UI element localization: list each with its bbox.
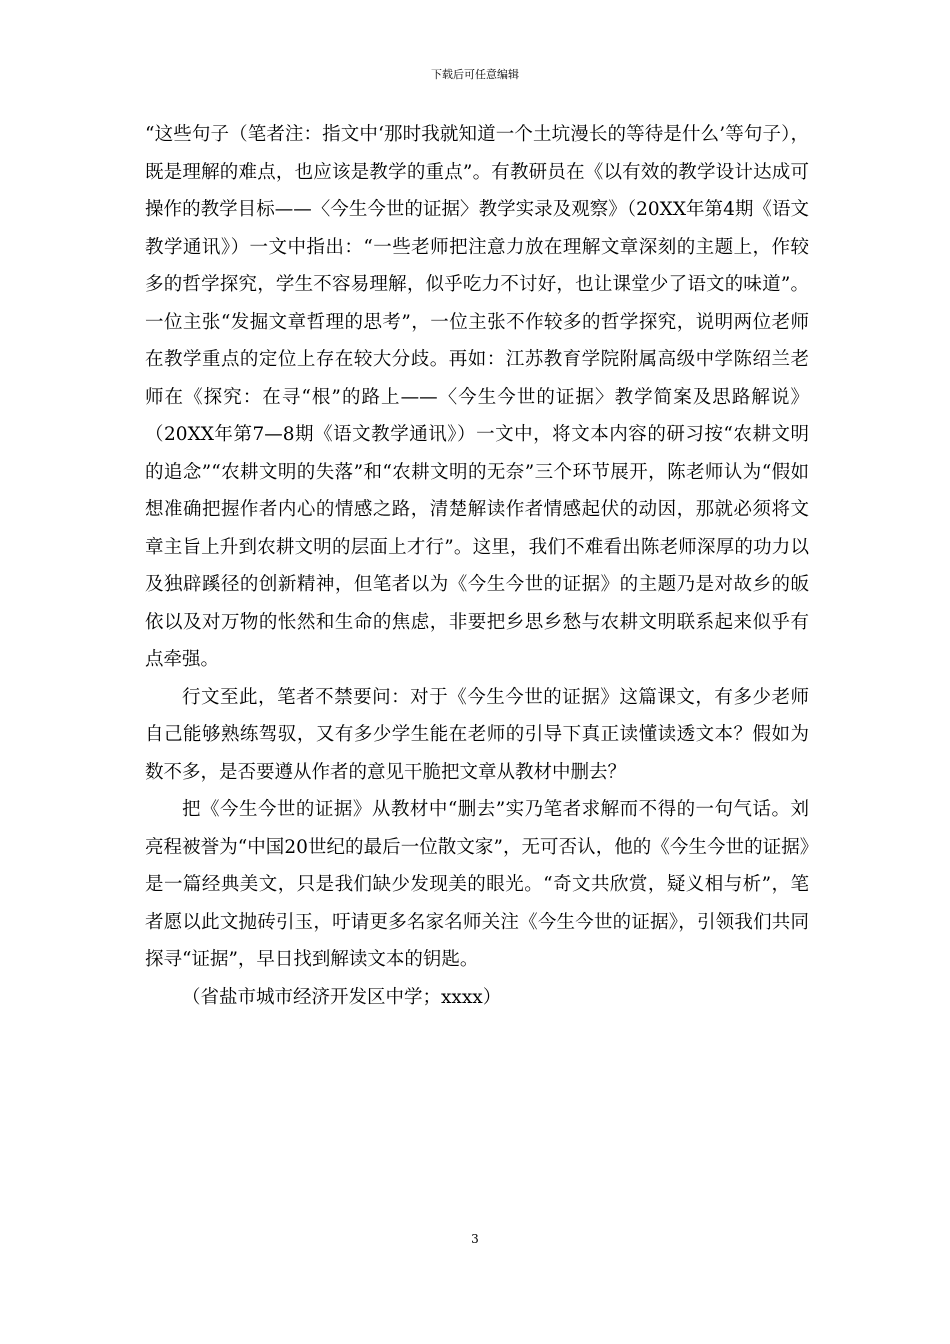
paragraph-2: 行文至此，笔者不禁要问：对于《今生今世的证据》这篇课文，有多少老师自己能够熟练驾驭，又有多少学生能在老师的引导下真正读懂读透文本？假如为数不多，是否要遵从作者的意见干脆把文章从教材中删去？ (145, 686, 809, 783)
page-header: 下载后可任意编辑 (431, 68, 519, 81)
document-body (145, 116, 809, 1016)
paragraph-1: “这些句子（笔者注：指文中‘那时我就知道一个土坑漫长的等待是什么’等句子），既是理解的难点，也应该是教学的重点”。有教研员在《以有效的教学设计达成可操作的教学目标——〈今生今世的证据〉教学实录及观察》（20XX年第4期《语文教学通讯》）一文中指出：“一些老师把注意力放在理解文章深刻的主题上，作较多的哲学探究，学生不容易理解，似乎吃力不讨好，也让课堂少了语文的味道”。一位主张“发掘文章哲理的思考”，一位主张不作较多的哲学探究，说明两位老师在教学重点的定位上存在较大分歧。再如：江苏教育学院附属高级中学陈绍兰老师在《探究：在寻“根”的路上——〈今生今世的证据〉教学简案及思路解说》（20XX年第7—8期《语文教学通讯》）一文中，将文本内容的研习按“农耕文明的追念”“农耕文明的失落”和“农耕文明的无奈”三个环节展开，陈老师认为“假如想准确把握作者内心的情感之路，清楚解读作者情感起伏的动因，那就必须将文章主旨上升到农耕文明的层面上才行”。这里，我们不难看出陈老师深厚的功力以及独辟蹊径的创新精神，但笔者以为《今生今世的证据》的主题乃是对故乡的皈依以及对万物的怅然和生命的焦虑，非要把乡思乡愁与农耕文明联系起来似乎有点牵强。 (145, 124, 809, 670)
paragraph-3: 把《今生今世的证据》从教材中“删去”实乃笔者求解而不得的一句气话。刘亮程被誉为“中国20世纪的最后一位散文家”，无可否认，他的《今生今世的证据》是一篇经典美文，只是我们缺少发现美的眼光。“奇文共欣赏，疑义相与析”，笔者愿以此文抛砖引玉，吁请更多名家名师关注《今生今世的证据》，引领我们共同探寻“证据”，早日找到解读文本的钥匙。 (145, 799, 809, 970)
author-affiliation: （省盐市城市经济开发区中学；xxxx） (182, 986, 502, 1008)
page-number: 3 (471, 1232, 479, 1246)
